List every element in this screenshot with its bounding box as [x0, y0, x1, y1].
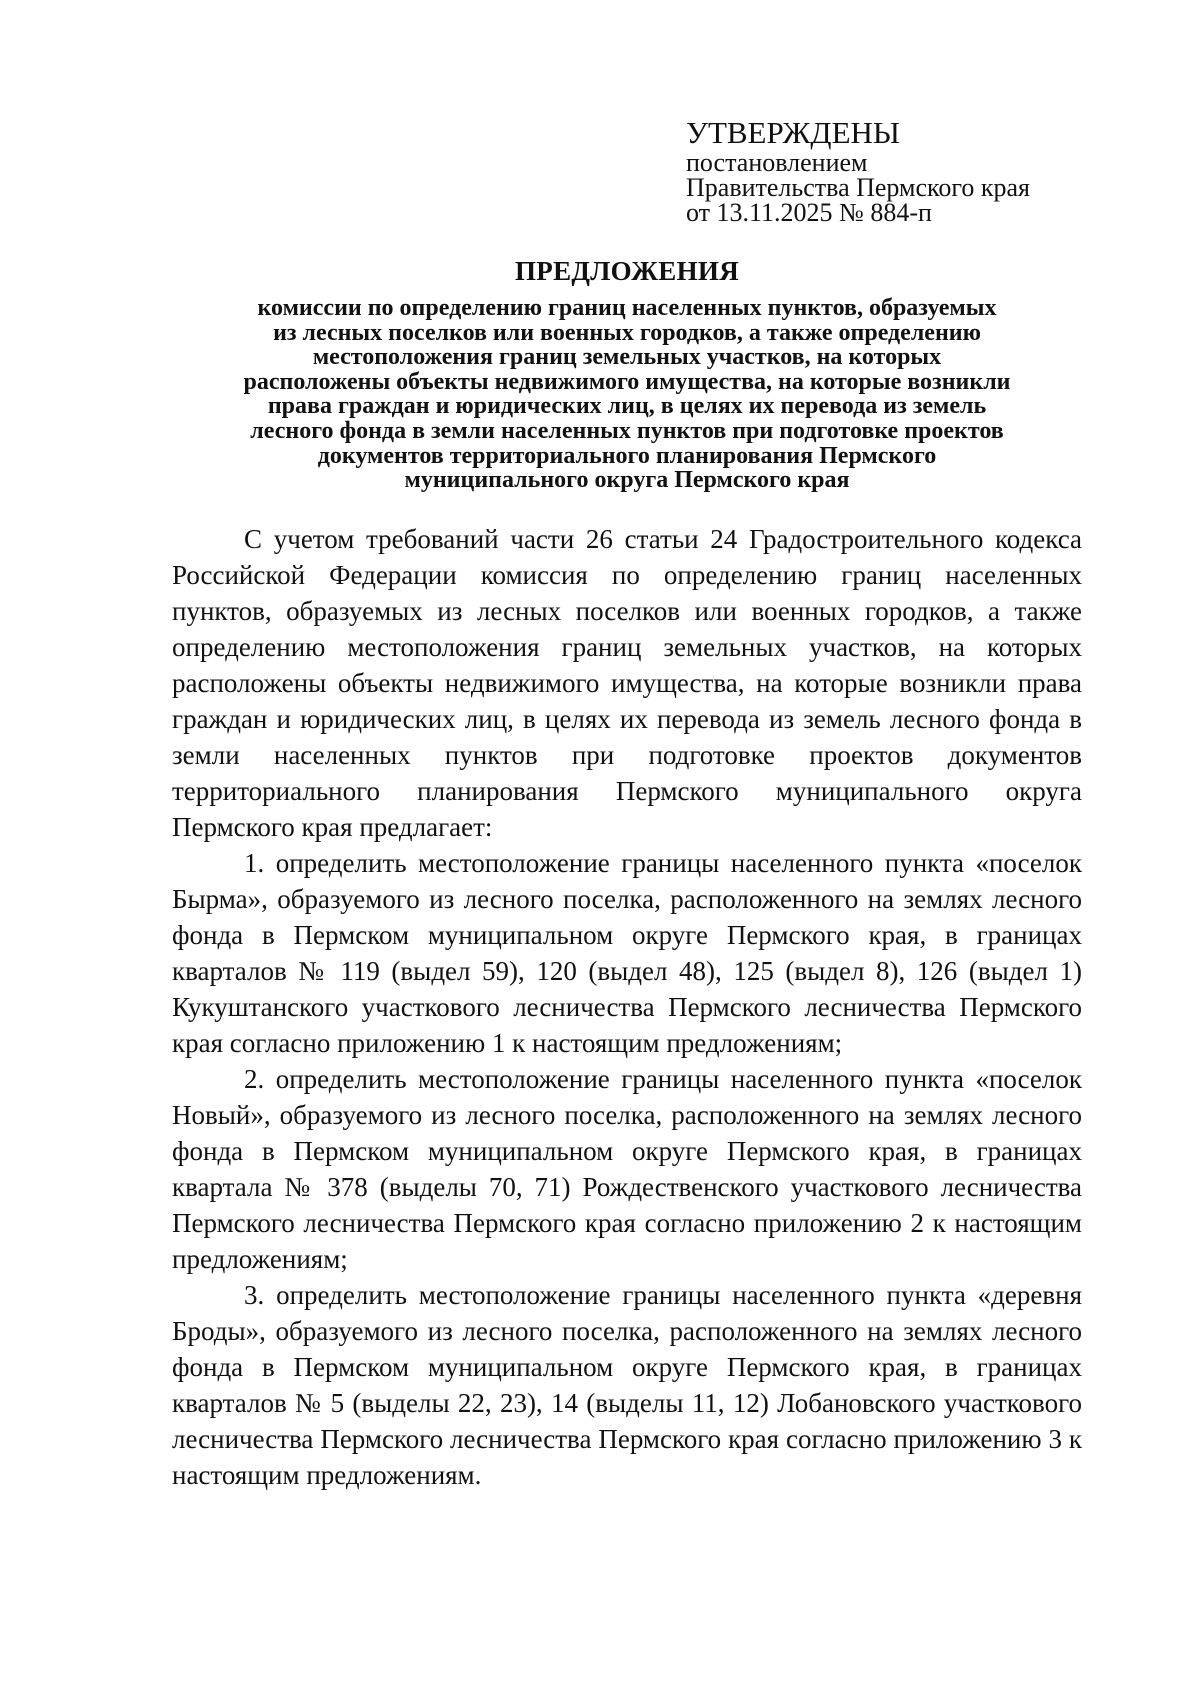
approval-line-1: постановлением: [686, 148, 868, 177]
subtitle-line: расположены объекты недвижимого имущества, на которые возникли: [243, 368, 1011, 395]
approval-line-3: от 13.11.2025 № 884-п: [686, 198, 932, 227]
list-item-number: 2.: [244, 1064, 265, 1094]
intro-paragraph: С учетом требований части 26 статьи 24 Градостроительного кодекса Российской Федерации комиссия по определению границ населенных пунктов, образуемых из лесных поселков или военных городков, а также определению местоположения границ земельных участков, на которых расположены объекты недвижимого имущества, на которые возникли права граждан и юридических лиц, в целях их перевода из земель лесного фонда в земли населенных пунктов при подготовке проектов документов территориального планирования Пермского муниципального округа Пермского края предлагает:: [172, 524, 1082, 842]
document-body: [172, 521, 1082, 1493]
list-item-1: [172, 845, 1082, 1061]
subtitle-line: из лесных поселков или военных городков, а также определению: [273, 319, 981, 346]
list-item-text: определить местоположение границы населенного пункта «деревня Броды», образуемого из лесного поселка, расположенного на землях лесного фонда в Пермском муниципальном округе Пермского края, в границах кварталов № 5 (выделы 22, 23), 14 (выделы 11, 12) Лобановского участкового лесничества Пермского лесничества Пермского края согласно приложению 3 к настоящим предложениям.: [172, 1280, 1082, 1490]
document-subtitle: [172, 296, 1082, 493]
approval-title: УТВЕРЖДЕНЫ: [686, 115, 900, 150]
subtitle-line: местоположения границ земельных участков, на которых: [312, 344, 942, 371]
list-item-2: [172, 1061, 1082, 1277]
subtitle-line: лесного фонда в земли населенных пунктов при подготовке проектов: [250, 417, 1004, 444]
subtitle-line: права граждан и юридических лиц, в целях их перевода из земель: [267, 393, 987, 420]
subtitle-line: муниципального округа Пермского края: [404, 467, 850, 494]
document-title: ПРЕДЛОЖЕНИЯ: [514, 256, 740, 286]
list-item-number: 1.: [244, 848, 265, 878]
list-item-text: определить местоположение границы населенного пункта «поселок Новый», образуемого из лесного поселка, расположенного на землях лесного фонда в Пермском муниципальном округе Пермского края, в границах квартала № 378 (выделы 70, 71) Рождественского участкового лесничества Пермского лесничества Пермского края согласно приложению 2 к настоящим предложениям;: [172, 1064, 1082, 1274]
subtitle-line: документов территориального планирования Пермского: [317, 442, 937, 469]
approval-stamp: [686, 116, 1126, 225]
list-item-number: 3.: [244, 1280, 265, 1310]
subtitle-line: комиссии по определению границ населенных пунктов, образуемых: [257, 295, 997, 321]
approval-line-2: Правительства Пермского края: [686, 173, 1030, 202]
list-item-3: [172, 1277, 1082, 1493]
list-item-text: определить местоположение границы населенного пункта «поселок Бырма», образуемого из лесного поселка, расположенного на землях лесного фонда в Пермском муниципальном округе Пермского края, в границах кварталов № 119 (выдел 59), 120 (выдел 48), 125 (выдел 8), 126 (выдел 1) Кукуштанского участкового лесничества Пермского лесничества Пермского края согласно приложению 1 к настоящим предложениям;: [172, 848, 1082, 1058]
